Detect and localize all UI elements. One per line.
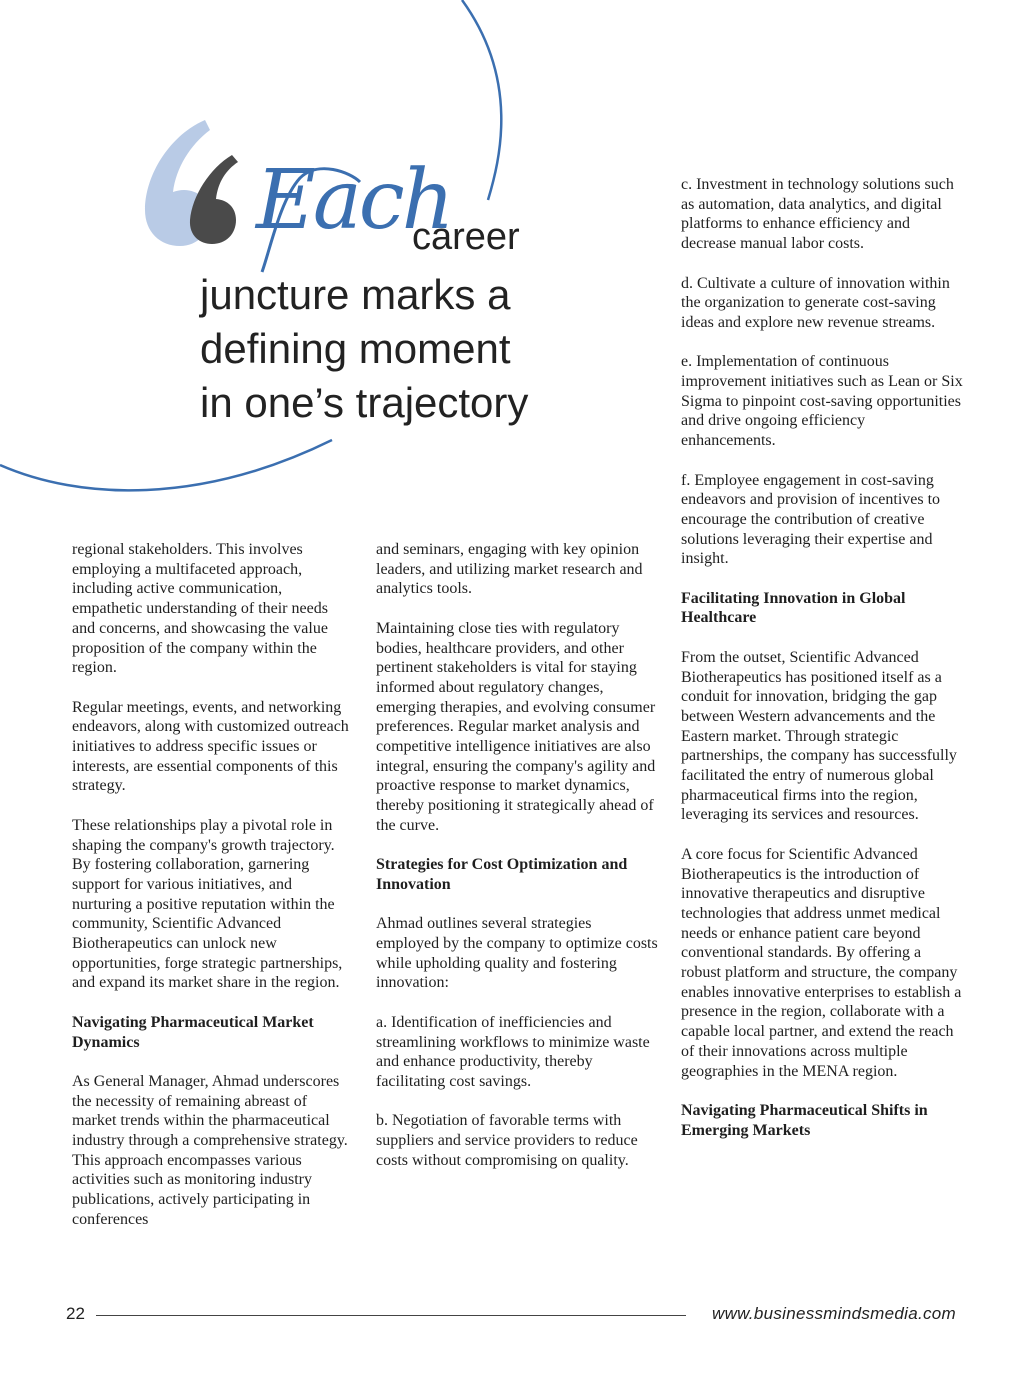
footer-url[interactable]: www.businessmindsmedia.com [712,1304,956,1323]
paragraph: From the outset, Scientific Advanced Biotherapeutics has positioned itself as a conduit for innovation, bridging the gap between Western advancements and the Eastern market. Through strategic partnerships, the company has successfully facilitated the entry of numerous global pharmaceutical firms into the region, leveraging its services and resources. [681,648,957,824]
pull-quote-word: Each [256,153,452,248]
arc-line [462,0,501,200]
pull-quote-lead: career [412,216,520,258]
paragraph: d. Cultivate a culture of innovation within the organization to generate cost-saving ideas and explore new revenue streams. [681,274,950,331]
paragraph: regional stakeholders. This involves employing a multifaceted approach, including active communication, empathetic understanding of their needs and concerns, and showcasing the value proposition of the company within the region. [72,541,328,677]
paragraph: and seminars, engaging with key opinion leaders, and utilizing market research and analytics tools. [376,541,643,598]
paragraph: Maintaining close ties with regulatory bodies, healthcare providers, and other pertinent stakeholders is vital for staying informed about regulatory changes, emerging therapies, and evolving consumer preferences. Regular market analysis and competitive intelligence initiatives are also integral, ensuring the company's agility and proactive response to market dynamics, thereby positioning it strategically ahead of the curve. [376,619,656,834]
paragraph: f. Employee engagement in cost-saving endeavors and provision of incentives to encourage the contribution of creative solutions leveraging their expertise and insight. [681,471,941,568]
arc-line-bottom [0,440,332,490]
article-column-2 [376,540,658,1190]
paragraph: These relationships play a pivotal role in shaping the company's growth trajectory. By fostering collaboration, garnering support for various initiatives, and nurturing a positive reputation within the community, Scientific Advanced Biotherapeutics can unlock new opportunities, forge strategic partnerships, and expand its market share in the region. [72,816,343,992]
paragraph: Ahmad outlines several strategies employed by the company to optimize costs while upholding quality and fostering innovation: [376,915,658,992]
pull-quote-text [200,268,528,430]
section-heading: Navigating Pharmaceutical Market Dynamics [72,1013,314,1051]
pull-quote-line: juncture marks a [200,271,511,318]
page-number: 22 [66,1304,85,1323]
pull-quote-line: defining moment [200,325,511,372]
section-heading: Facilitating Innovation in Global Healthcare [681,589,906,627]
paragraph: A core focus for Scientific Advanced Biotherapeutics is the introduction of innovative therapeutics and disruptive technologies that address unmet medical needs or enhance patient care beyond conventional standards. By offering a robust platform and structure, the company enables innovative enterprises to establish a presence in the region, collaborate with a capable local partner, and extend the reach of their innovations across multiple geographies in the MENA region. [681,845,962,1080]
paragraph: Regular meetings, events, and networking endeavors, along with customized outreach initiatives to address specific issues or interests, are essential components of this strategy. [72,698,349,795]
paragraph: c. Investment in technology solutions such as automation, data analytics, and digital platforms to enhance efficiency and decrease manual labor costs. [681,176,954,253]
article-column-3 [681,175,963,1160]
article-column-1 [72,540,354,1249]
paragraph: e. Implementation of continuous improvement initiatives such as Lean or Six Sigma to pinpoint cost-saving opportunities and drive ongoing efficiency enhancements. [681,353,963,450]
paragraph: As General Manager, Ahmad underscores the necessity of remaining abreast of market trends within the pharmaceutical industry through a comprehensive strategy. This approach encompasses various activities such as monitoring industry publications, actively participating in conferences [72,1072,348,1228]
section-heading: Navigating Pharmaceutical Shifts in Emerging Markets [681,1101,928,1139]
footer-divider [96,1315,686,1316]
paragraph: a. Identification of inefficiencies and streamlining workflows to minimize waste and enhance productivity, thereby facilitating cost savings. [376,1013,650,1090]
paragraph: b. Negotiation of favorable terms with suppliers and service providers to reduce costs without compromising on quality. [376,1112,638,1169]
quote-mark-icon [145,120,238,246]
pull-quote-line: in one’s trajectory [200,379,529,426]
section-heading: Strategies for Cost Optimization and Innovation [376,856,628,893]
